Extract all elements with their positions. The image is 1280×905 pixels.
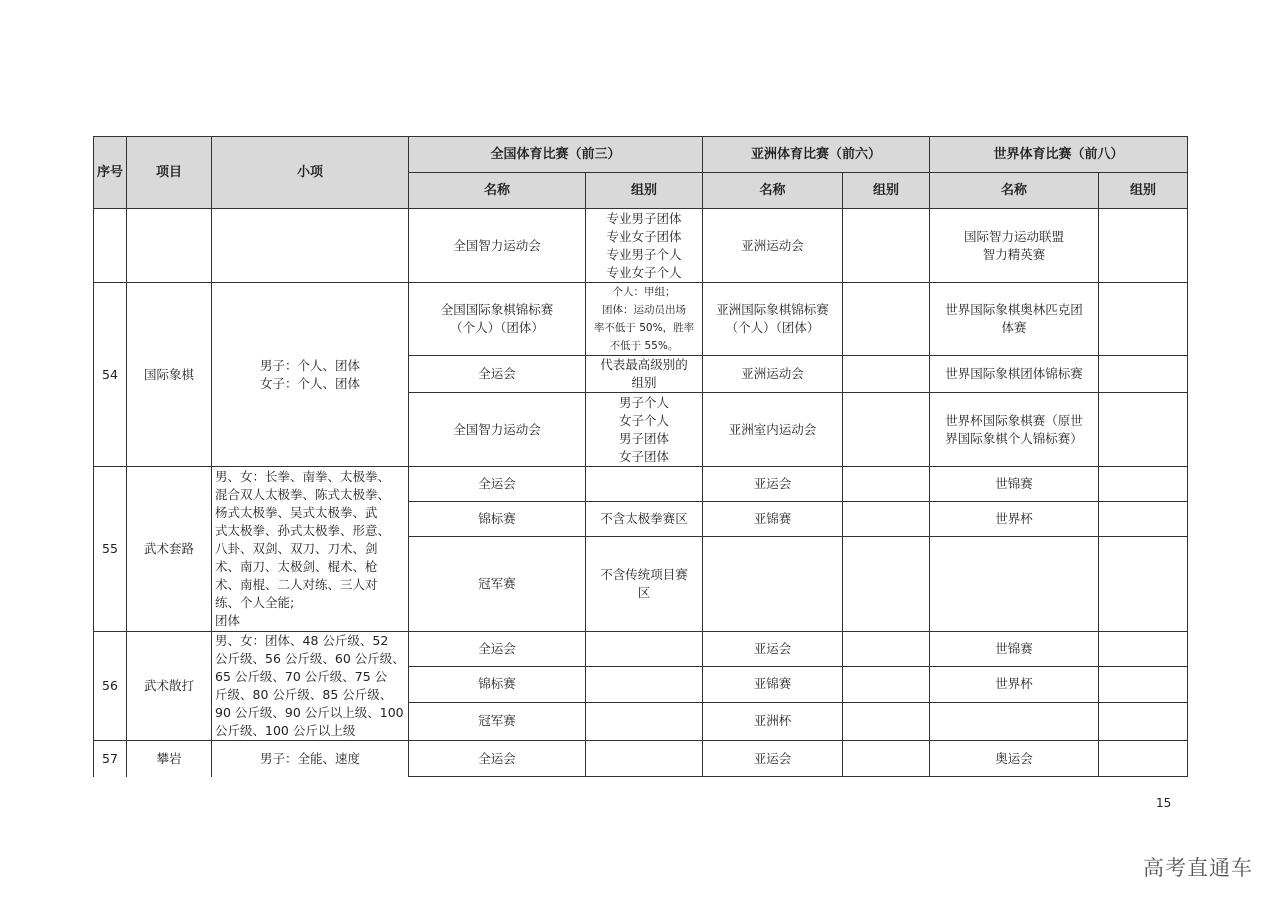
world-name-cell [930, 702, 1099, 740]
asian-name-cell: 亚运会 [703, 741, 843, 777]
table-row [94, 467, 1188, 502]
world-group-cell [1099, 356, 1188, 393]
asian-group-cell [843, 502, 930, 537]
asian-name-cell: 亚洲杯 [703, 702, 843, 740]
world-group-cell [1099, 537, 1188, 632]
world-name-cell: 世界杯 [930, 502, 1099, 537]
seq-cell: 57 [94, 741, 127, 777]
table-row [94, 632, 1188, 667]
header-sub: 小项 [212, 137, 409, 209]
watermark-text: 高考直通车 [1143, 856, 1253, 880]
asian-name-cell: 亚运会 [703, 467, 843, 502]
world-group-cell [1099, 209, 1188, 283]
page-number: 15 [1156, 796, 1172, 810]
asian-group-cell [843, 356, 930, 393]
world-group-cell [1099, 283, 1188, 356]
asian-name-cell: 亚洲运动会 [703, 209, 843, 283]
project-cell: 国际象棋 [127, 283, 212, 467]
national-group-cell: 代表最高级别的 组别 [586, 356, 703, 393]
world-name-cell: 世界杯 [930, 667, 1099, 702]
header-national-name: 名称 [409, 173, 586, 209]
seq-cell [94, 209, 127, 283]
sub-cell: 男、女：团体、48 公斤级、52 公斤级、56 公斤级、60 公斤级、 65 公斤级、70 公斤级、75 公 斤级、80 公斤级、85 公斤级、 90 公斤级、90 公斤以上级、100 公斤级、100 公斤以上级 [212, 632, 409, 741]
national-group-cell: 不含传统项目赛 区 [586, 537, 703, 632]
national-name-cell: 全运会 [409, 467, 586, 502]
header-national-group: 组别 [586, 173, 703, 209]
national-group-cell [586, 702, 703, 740]
header-world-name: 名称 [930, 173, 1099, 209]
project-cell: 武术套路 [127, 467, 212, 632]
sub-cell: 男子：全能、速度 [212, 741, 409, 777]
asian-name-cell: 亚洲室内运动会 [703, 393, 843, 467]
world-name-cell [930, 537, 1099, 632]
world-name-cell: 奥运会 [930, 741, 1099, 777]
asian-name-cell: 亚洲国际象棋锦标赛 （个人）（团体） [703, 283, 843, 356]
national-name-cell: 全运会 [409, 741, 586, 777]
asian-group-cell [843, 741, 930, 777]
national-name-cell: 全运会 [409, 632, 586, 667]
national-group-cell [586, 667, 703, 702]
seq-cell: 54 [94, 283, 127, 467]
national-name-cell: 全国智力运动会 [409, 393, 586, 467]
asian-group-cell [843, 467, 930, 502]
national-name-cell: 全运会 [409, 356, 586, 393]
asian-group-cell [843, 209, 930, 283]
world-group-cell [1099, 393, 1188, 467]
national-group-cell: 个人：甲组； 团体：运动员出场 率不低于 50%，胜率 不低于 55%。 [586, 283, 703, 356]
project-cell: 武术散打 [127, 632, 212, 741]
header-project: 项目 [127, 137, 212, 209]
sub-cell: 男子：个人、团体 女子：个人、团体 [212, 283, 409, 467]
sub-cell: 男、女：长拳、南拳、太极拳、 混合双人太极拳、陈式太极拳、 杨式太极拳、吴式太极拳、武 式太极拳、孙式太极拳、形意、 八卦、双剑、双刀、刀术、剑 术、南刀、太极剑、棍术、枪 术、南棍、二人对练、三人对 练、个人全能; 团体 [212, 467, 409, 632]
national-group-cell [586, 467, 703, 502]
asian-group-cell [843, 702, 930, 740]
national-name-cell: 冠军赛 [409, 702, 586, 740]
header-national: 全国体育比赛（前三） [409, 137, 703, 173]
asian-name-cell [703, 537, 843, 632]
national-group-cell: 不含太极拳赛区 [586, 502, 703, 537]
asian-group-cell [843, 393, 930, 467]
world-name-cell: 世界国际象棋奥林匹克团 体赛 [930, 283, 1099, 356]
asian-group-cell [843, 632, 930, 667]
seq-cell: 55 [94, 467, 127, 632]
world-name-cell: 世界国际象棋团体锦标赛 [930, 356, 1099, 393]
seq-cell: 56 [94, 632, 127, 741]
world-group-cell [1099, 741, 1188, 777]
world-group-cell [1099, 502, 1188, 537]
national-group-cell: 专业男子团体 专业女子团体 专业男子个人 专业女子个人 [586, 209, 703, 283]
table-row [94, 283, 1188, 356]
national-name-cell: 全国智力运动会 [409, 209, 586, 283]
world-group-cell [1099, 702, 1188, 740]
asian-name-cell: 亚锦赛 [703, 667, 843, 702]
project-cell [127, 209, 212, 283]
sports-competition-table [93, 136, 1188, 777]
header-asian-name: 名称 [703, 173, 843, 209]
national-group-cell [586, 741, 703, 777]
world-name-cell: 世锦赛 [930, 632, 1099, 667]
world-group-cell [1099, 667, 1188, 702]
table-row [94, 209, 1188, 283]
world-group-cell [1099, 632, 1188, 667]
national-name-cell: 全国国际象棋锦标赛 （个人）（团体） [409, 283, 586, 356]
header-asian-group: 组别 [843, 173, 930, 209]
header-world: 世界体育比赛（前八） [930, 137, 1188, 173]
world-name-cell: 世界杯国际象棋赛（原世 界国际象棋个人锦标赛） [930, 393, 1099, 467]
asian-group-cell [843, 667, 930, 702]
header-seq: 序号 [94, 137, 127, 209]
national-group-cell: 男子个人 女子个人 男子团体 女子团体 [586, 393, 703, 467]
asian-group-cell [843, 537, 930, 632]
world-group-cell [1099, 467, 1188, 502]
asian-name-cell: 亚锦赛 [703, 502, 843, 537]
header-world-group: 组别 [1099, 173, 1188, 209]
national-name-cell: 锦标赛 [409, 502, 586, 537]
asian-name-cell: 亚运会 [703, 632, 843, 667]
asian-group-cell [843, 283, 930, 356]
header-asian: 亚洲体育比赛（前六） [703, 137, 930, 173]
sub-cell [212, 209, 409, 283]
world-name-cell: 国际智力运动联盟 智力精英赛 [930, 209, 1099, 283]
national-name-cell: 锦标赛 [409, 667, 586, 702]
table-row [94, 741, 1188, 777]
project-cell: 攀岩 [127, 741, 212, 777]
world-name-cell: 世锦赛 [930, 467, 1099, 502]
national-name-cell: 冠军赛 [409, 537, 586, 632]
asian-name-cell: 亚洲运动会 [703, 356, 843, 393]
national-group-cell [586, 632, 703, 667]
